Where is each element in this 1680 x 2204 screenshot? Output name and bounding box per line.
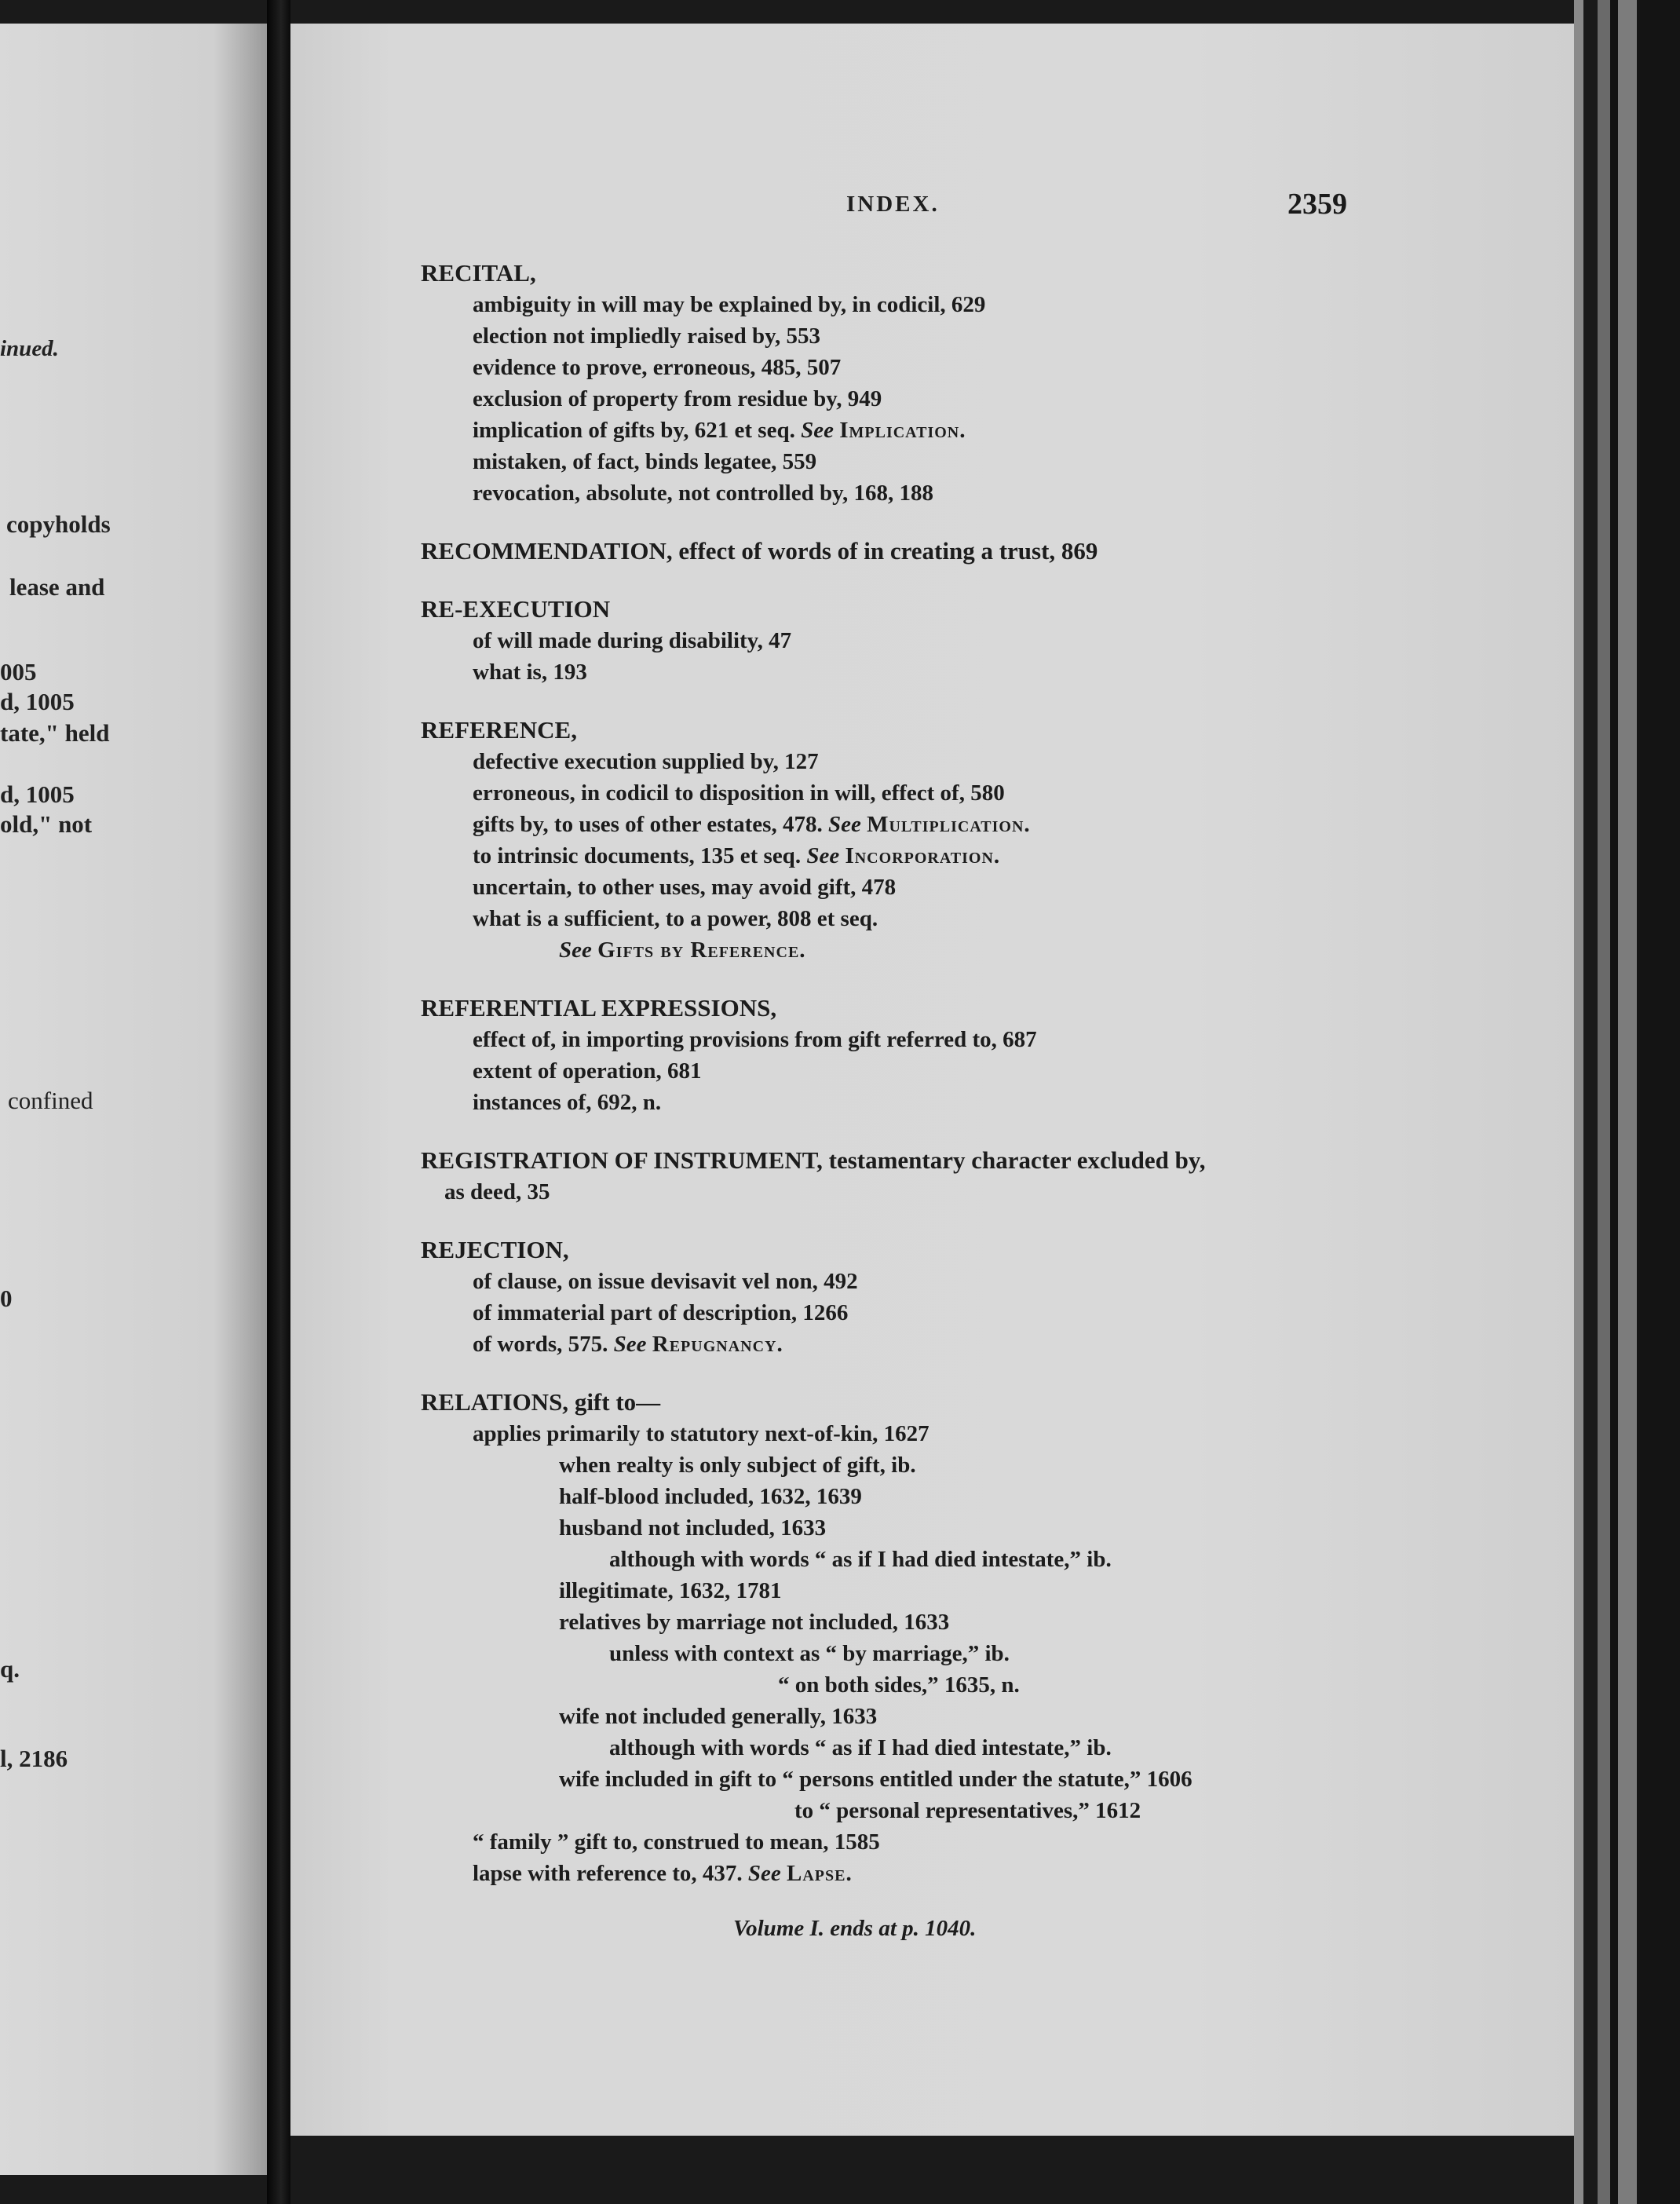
subentry-line <box>421 1055 1363 1087</box>
volume-note: Volume I. ends at p. 1040. <box>733 1916 977 1941</box>
subentry-text: applies primarily to statutory next-of-kin, 1627 <box>473 1421 929 1446</box>
cross-reference: Gifts by Reference. <box>597 938 806 963</box>
subentry-text: wife not included generally, 1633 <box>559 1704 878 1729</box>
left-fragment: d, 1005 <box>0 780 75 808</box>
page-edge <box>1598 0 1610 2204</box>
subentry-line <box>421 352 1363 383</box>
subentry-text: lapse with reference to, 437. <box>473 1861 743 1886</box>
subentry-text: effect of, in importing provisions from gift referred to, 687 <box>473 1027 1037 1052</box>
entry-heading <box>421 258 1363 289</box>
subentry-line <box>421 1732 1363 1764</box>
subentry-text: wife included in gift to “ persons entitled under the statute,” 1606 <box>559 1767 1192 1792</box>
subentry-line <box>421 872 1363 903</box>
subentry-line <box>421 1481 1363 1512</box>
subentry-text: relatives by marriage not included, 1633 <box>559 1610 950 1635</box>
entry-heading <box>421 1387 1363 1418</box>
left-fragment: confined <box>8 1087 93 1114</box>
subentry-text: election not impliedly raised by, 553 <box>473 323 821 349</box>
subentry-line <box>421 1701 1363 1732</box>
cross-reference: Incorporation. <box>845 843 1001 868</box>
subentry-text: when realty is only subject of gift, ib. <box>559 1453 916 1478</box>
entry-heading <box>421 594 1363 625</box>
entry-heading <box>421 715 1363 746</box>
subentry-line <box>421 1606 1363 1638</box>
left-fragment: lease and <box>9 573 105 601</box>
heading-term: RE-EXECUTION <box>421 595 611 623</box>
entry-heading <box>421 1145 1363 1176</box>
cross-reference: Repugnancy. <box>652 1332 783 1357</box>
subentry-text: husband not included, 1633 <box>559 1515 827 1541</box>
subentry-text: exclusion of property from residue by, 949 <box>473 386 882 411</box>
entry-heading <box>421 992 1363 1024</box>
subentry-line <box>421 1266 1363 1297</box>
subentry-text: unless with context as “ by marriage,” ib. <box>609 1641 1010 1666</box>
subentry-text: ambiguity in will may be explained by, in codicil, 629 <box>473 292 986 317</box>
cross-reference: Lapse. <box>787 1861 853 1886</box>
left-fragment: inued. <box>0 336 59 361</box>
subentry-line <box>421 1087 1363 1118</box>
index-entry <box>421 715 1363 966</box>
subentry-line <box>421 746 1363 777</box>
subentry-text: gifts by, to uses of other estates, 478. <box>473 812 823 837</box>
see-label: See <box>613 1332 647 1357</box>
subentry-text: half-blood included, 1632, 1639 <box>559 1484 862 1509</box>
subentry-line <box>421 1858 1363 1889</box>
heading-description: effect of words of in creating a trust, 869 <box>678 537 1098 565</box>
index-entry <box>421 992 1363 1118</box>
heading-term: RECITAL, <box>421 259 536 287</box>
page-edge <box>1574 0 1583 2204</box>
subentry-line <box>421 1512 1363 1544</box>
subentry-line <box>421 1544 1363 1575</box>
left-fragment: 005 <box>0 658 37 685</box>
subentry-line <box>421 1575 1363 1606</box>
left-fragment: copyholds <box>6 510 111 538</box>
index-entry <box>421 1387 1363 1889</box>
subentry-text: “ family ” gift to, construed to mean, 1585 <box>473 1829 880 1855</box>
subentry-line <box>421 1669 1363 1701</box>
heading-term: RECOMMENDATION, <box>421 537 673 565</box>
index-entry <box>421 1234 1363 1360</box>
cross-reference: Implication. <box>839 418 966 443</box>
cross-reference: Multiplication. <box>867 812 1031 837</box>
left-fragment: tate," held <box>0 719 110 747</box>
subentry-line <box>421 809 1363 840</box>
subentry-text: “ on both sides,” 1635, n. <box>778 1672 1020 1698</box>
subentry-line <box>421 625 1363 656</box>
subentry-text: what is a sufficient, to a power, 808 et seq. <box>473 906 878 931</box>
heading-term: REFERENTIAL EXPRESSIONS, <box>421 994 777 1022</box>
subentry-line <box>421 477 1363 509</box>
see-label: See <box>827 812 861 837</box>
see-label: See <box>801 418 834 443</box>
subentry-text: extent of operation, 681 <box>473 1058 702 1084</box>
index-entry <box>421 258 1363 509</box>
subentry-line <box>421 1449 1363 1481</box>
see-label: See <box>559 938 592 963</box>
see-label: See <box>806 843 840 868</box>
subentry-line <box>421 1024 1363 1055</box>
index-content <box>421 258 1363 1942</box>
subentry-text: although with words “ as if I had died intestate,” ib. <box>609 1735 1112 1760</box>
left-fragment: q. <box>0 1655 20 1683</box>
left-fragment: d, 1005 <box>0 688 75 715</box>
left-fragment: l, 2186 <box>0 1745 68 1772</box>
index-entry <box>421 594 1363 688</box>
subentry-line <box>421 903 1363 934</box>
heading-continuation: as deed, 35 <box>444 1179 550 1204</box>
subentry-line <box>421 415 1363 446</box>
page-edge <box>1618 0 1637 2204</box>
subentry-line <box>421 934 1363 966</box>
subentry-line <box>421 1764 1363 1795</box>
page-edge <box>1637 0 1680 2204</box>
running-title: INDEX. <box>846 192 940 217</box>
page-number: 2359 <box>1287 188 1347 221</box>
subentry-text: defective execution supplied by, 127 <box>473 749 819 774</box>
subentry-text: uncertain, to other uses, may avoid gift, 478 <box>473 875 897 900</box>
subentry-line <box>421 289 1363 320</box>
subentry-text: instances of, 692, n. <box>473 1090 662 1115</box>
subentry-text: to intrinsic documents, 135 et seq. <box>473 843 802 868</box>
subentry-text: of words, 575. <box>473 1332 608 1357</box>
subentry-text: evidence to prove, erroneous, 485, 507 <box>473 355 842 380</box>
index-entry <box>421 535 1363 567</box>
subentry-line <box>421 777 1363 809</box>
subentry-text: erroneous, in codicil to disposition in will, effect of, 580 <box>473 780 1005 806</box>
heading-term: REJECTION, <box>421 1236 569 1263</box>
subentry-line <box>421 446 1363 477</box>
left-fragment: old," not <box>0 810 93 838</box>
subentry-text: what is, 193 <box>473 660 587 685</box>
heading-description: testamentary character excluded by, <box>828 1146 1206 1174</box>
index-entry <box>421 1145 1363 1208</box>
entry-heading <box>421 535 1363 567</box>
subentry-line <box>421 840 1363 872</box>
subentry-text: of immaterial part of description, 1266 <box>473 1300 849 1325</box>
heading-term: RELATIONS, <box>421 1388 569 1416</box>
subentry-line <box>421 1795 1363 1826</box>
subentry-text: although with words “ as if I had died intestate,” ib. <box>609 1547 1112 1572</box>
subentry-text: illegitimate, 1632, 1781 <box>559 1578 782 1603</box>
heading-description: gift to— <box>574 1388 661 1416</box>
subentry-line <box>421 1418 1363 1449</box>
subentry-text: revocation, absolute, not controlled by, 168, 188 <box>473 481 933 506</box>
subentry-line <box>421 1826 1363 1858</box>
subentry-line <box>421 1638 1363 1669</box>
left-fragment: 0 <box>0 1285 13 1312</box>
page-edge <box>1583 0 1598 2204</box>
subentry-line <box>421 383 1363 415</box>
heading-term: REFERENCE, <box>421 716 577 744</box>
subentry-text: mistaken, of fact, binds legatee, 559 <box>473 449 817 474</box>
book-gutter <box>267 0 290 2204</box>
subentry-line <box>421 656 1363 688</box>
subentry-text: to “ personal representatives,” 1612 <box>794 1798 1141 1823</box>
page-edge <box>1610 0 1618 2204</box>
subentry-line <box>421 1297 1363 1329</box>
subentry-text: of clause, on issue devisavit vel non, 492 <box>473 1269 858 1294</box>
heading-term: REGISTRATION OF INSTRUMENT, <box>421 1146 823 1174</box>
subentry-text: implication of gifts by, 621 et seq. <box>473 418 795 443</box>
entry-heading <box>421 1234 1363 1266</box>
subentry-line <box>421 320 1363 352</box>
see-label: See <box>747 1861 781 1886</box>
left-facing-page <box>0 24 267 2175</box>
subentry-text: of will made during disability, 47 <box>473 628 792 653</box>
subentry-line <box>421 1329 1363 1360</box>
